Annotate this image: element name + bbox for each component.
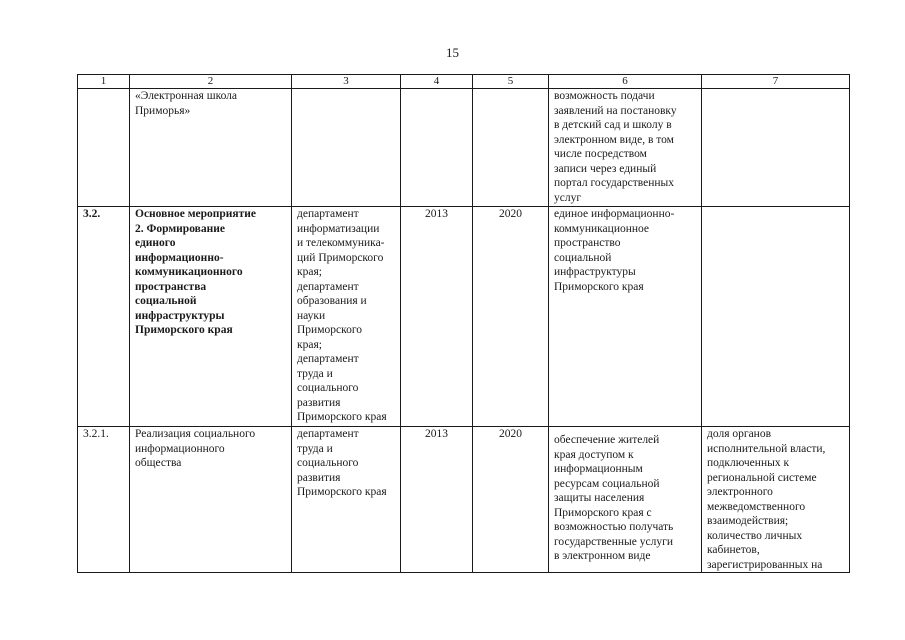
expected-result: обеспечение жителей края доступом к информационным ресурсам социальной защиты населения Приморского края с возможностью получать государственные услуги в электронном виде xyxy=(554,434,674,562)
executor-cell xyxy=(292,89,401,207)
column-header: 3 xyxy=(292,75,401,89)
end-year-cell xyxy=(473,427,549,573)
activity-name: «Электронная школа Приморья» xyxy=(135,90,238,117)
executor-text: департамент информатизации и телекоммуника- ций Приморского края; департамент образования и науки Приморского края; департамент труда и социального развития Приморского края xyxy=(297,208,387,423)
start-year-cell xyxy=(401,427,473,573)
activity-name: Основное мероприятие 2. Формирование единого информационно- коммуникационного пространства социальной инфраструктуры Приморского края xyxy=(135,208,257,336)
row-number: 3.2. xyxy=(78,207,130,427)
end-year-cell xyxy=(473,89,549,207)
activity-name: Реализация социального информационного общества xyxy=(135,428,256,469)
expected-result: возможность подачи заявлений на постановку в детский сад и школу в электронном виде, в том числе посредством записи через единый портал государственных услуг xyxy=(554,90,677,204)
result-cell xyxy=(549,427,702,573)
target-indicator: доля органов исполнительной власти, подключенных к региональной системе электронного межведомственного взаимодействия; количество личных кабинетов, зарегистрированных на xyxy=(707,428,826,571)
column-header: 5 xyxy=(473,75,549,89)
header-row xyxy=(78,75,850,89)
start-year-cell xyxy=(401,207,473,427)
column-header: 2 xyxy=(130,75,292,89)
start-year: 2013 xyxy=(425,428,448,440)
column-header: 4 xyxy=(401,75,473,89)
column-header: 1 xyxy=(78,75,130,89)
table-row xyxy=(78,427,850,573)
result-cell xyxy=(549,207,702,427)
column-header: 6 xyxy=(549,75,702,89)
executor-cell xyxy=(292,427,401,573)
result-cell xyxy=(549,89,702,207)
start-year-cell xyxy=(401,89,473,207)
indicator-cell xyxy=(702,207,850,427)
column-header: 7 xyxy=(702,75,850,89)
expected-result: единое информационно- коммуникационное пространство социальной инфраструктуры Приморского края xyxy=(554,208,675,293)
table-row xyxy=(78,207,850,427)
end-year-cell xyxy=(473,207,549,427)
activity-name-cell xyxy=(130,207,292,427)
end-year: 2020 xyxy=(499,208,522,220)
indicator-cell xyxy=(702,427,850,573)
program-table xyxy=(77,74,850,573)
executor-text: департамент труда и социального развития Приморского края xyxy=(297,428,387,498)
end-year: 2020 xyxy=(499,428,522,440)
indicator-cell xyxy=(702,89,850,207)
activity-name-cell xyxy=(130,89,292,207)
table-row xyxy=(78,89,850,207)
row-number: 3.2.1. xyxy=(78,427,130,573)
activity-name-cell xyxy=(130,427,292,573)
page-number: 15 xyxy=(446,45,459,60)
row-number xyxy=(78,89,130,207)
start-year: 2013 xyxy=(425,208,448,220)
executor-cell xyxy=(292,207,401,427)
